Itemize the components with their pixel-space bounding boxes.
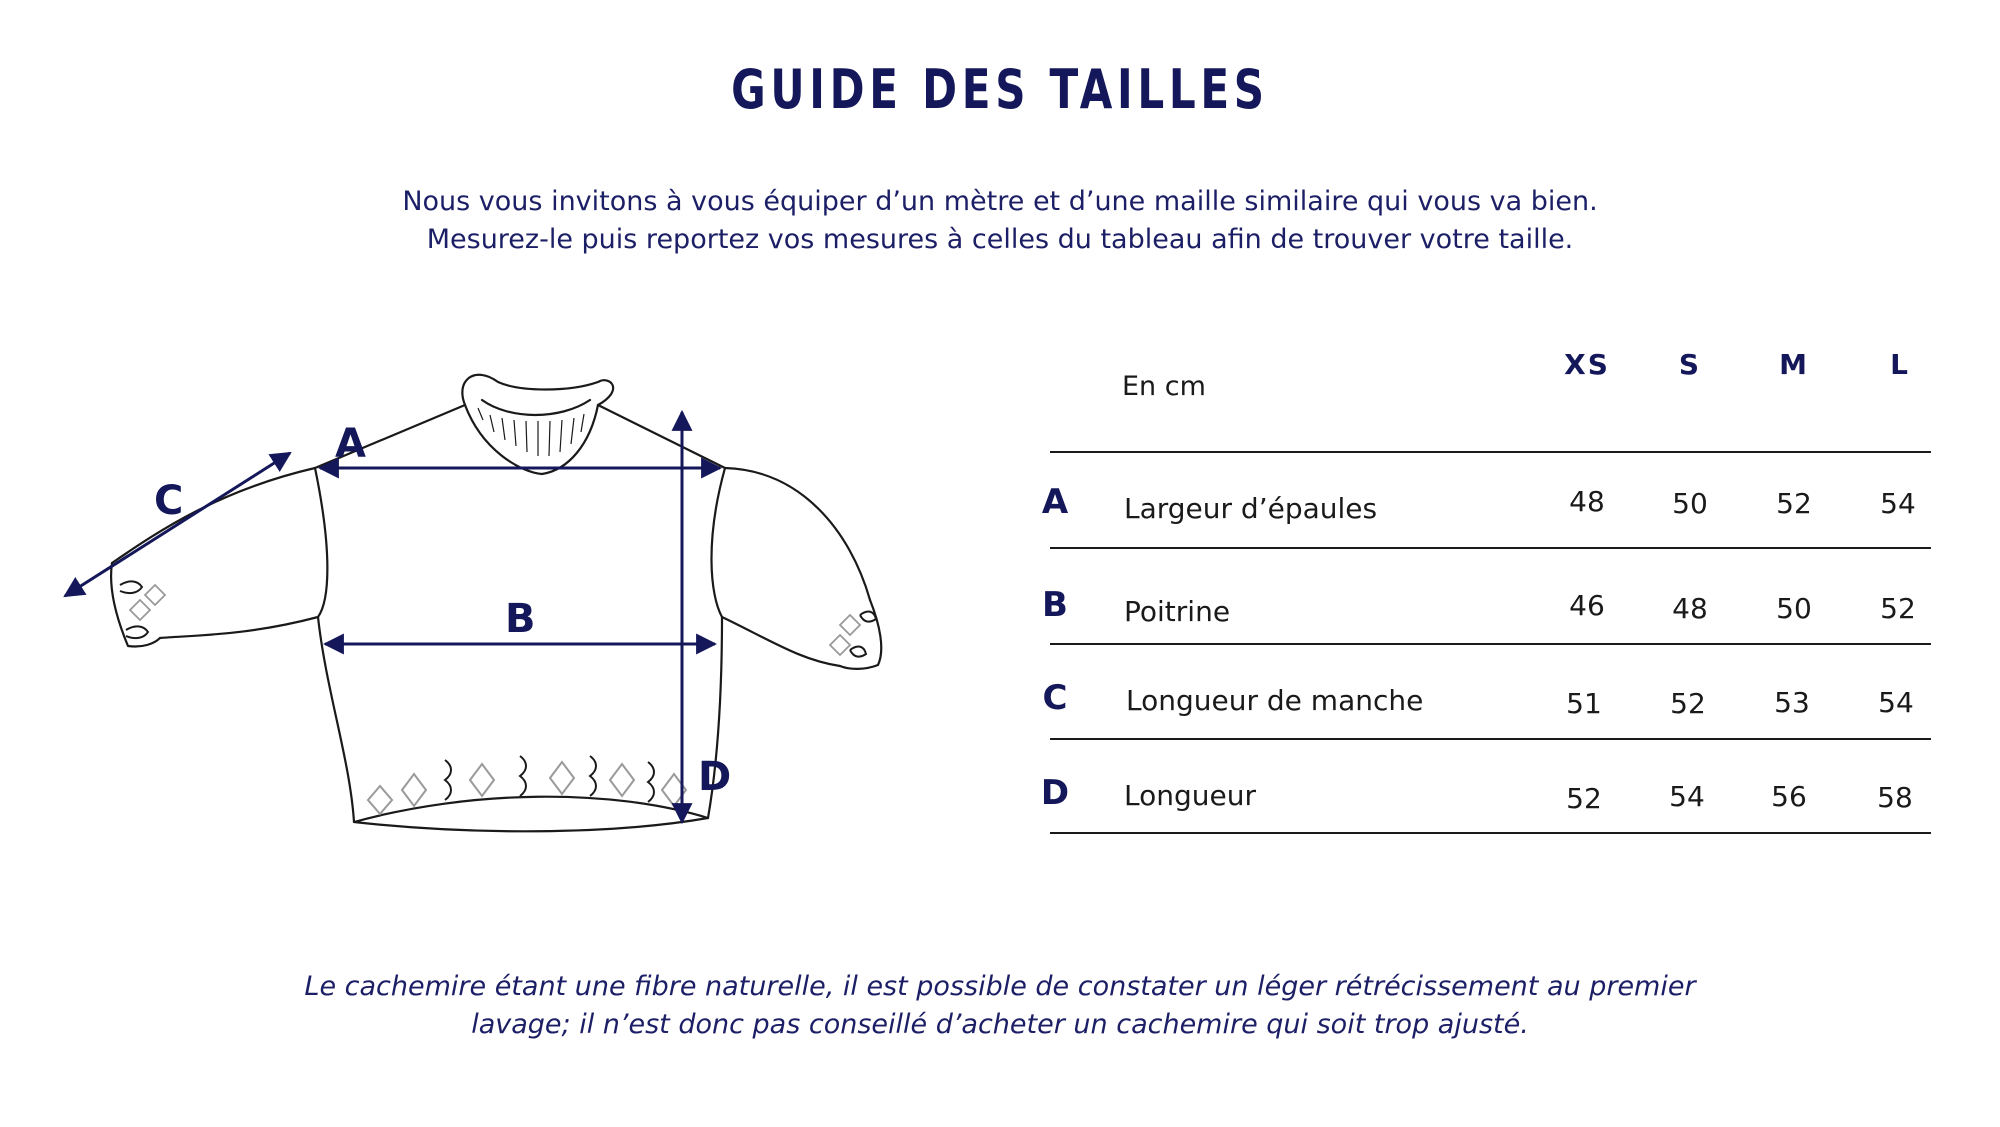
row-name-a: Largeur d’épaules	[1124, 492, 1378, 525]
table-cell: 50	[1672, 487, 1708, 520]
table-cell: 48	[1672, 592, 1708, 625]
row-name-d: Longueur	[1124, 779, 1256, 812]
label-c: C	[154, 478, 184, 524]
arrow-c	[65, 453, 290, 596]
footer-line-2: lavage; il n’est donc pas conseillé d’acheter un cachemire qui soit trop ajusté.	[471, 1009, 1529, 1040]
table-cell: 53	[1774, 686, 1810, 719]
table-divider	[1050, 738, 1931, 740]
row-letter-d: D	[1040, 773, 1070, 813]
row-letter-a: A	[1041, 482, 1069, 522]
size-header-s: S	[1678, 348, 1702, 381]
size-header-m: M	[1779, 348, 1809, 381]
row-name-c: Longueur de manche	[1126, 684, 1424, 717]
intro-text	[0, 183, 2000, 259]
row-letter-b: B	[1042, 585, 1068, 625]
intro-line-1: Nous vous invitons à vous équiper d’un mètre et d’une maille similaire qui vous va bien.	[402, 186, 1598, 217]
measure-arrows	[65, 412, 720, 822]
footer-line-1: Le cachemire étant une fibre naturelle, il est possible de constater un léger rétrécissement au premier	[304, 971, 1696, 1002]
table-cell: 50	[1776, 592, 1812, 625]
size-header-xs: XS	[1564, 348, 1610, 381]
hem-pattern	[368, 762, 686, 814]
table-divider	[1050, 451, 1931, 453]
table-cell: 56	[1771, 780, 1807, 813]
table-cell: 48	[1569, 485, 1605, 518]
label-a: A	[335, 421, 366, 467]
table-cell: 54	[1669, 780, 1705, 813]
sweater-outline	[111, 375, 881, 832]
table-cell: 52	[1880, 592, 1916, 625]
table-divider	[1050, 832, 1931, 834]
intro-line-2: Mesurez-le puis reportez vos mesures à celles du tableau afin de trouver votre taille.	[426, 224, 1574, 255]
size-header-l: L	[1890, 348, 1910, 381]
footer-note	[0, 968, 2000, 1044]
table-cell: 58	[1877, 781, 1913, 814]
table-cell: 52	[1566, 782, 1602, 815]
table-cell: 46	[1569, 589, 1605, 622]
table-cell: 51	[1566, 687, 1602, 720]
sweater-diagram	[50, 360, 990, 860]
page-title: GUIDE DES TAILLES	[731, 58, 1269, 121]
table-cell: 54	[1878, 686, 1914, 719]
table-cell: 54	[1880, 487, 1916, 520]
label-d: D	[698, 754, 732, 800]
table-divider	[1050, 643, 1931, 645]
table-cell: 52	[1670, 687, 1706, 720]
table-cell: 52	[1776, 487, 1812, 520]
label-b: B	[505, 596, 536, 642]
unit-label: En cm	[1122, 371, 1206, 402]
table-divider	[1050, 547, 1931, 549]
row-name-b: Poitrine	[1124, 595, 1231, 628]
row-letter-c: C	[1042, 678, 1068, 718]
